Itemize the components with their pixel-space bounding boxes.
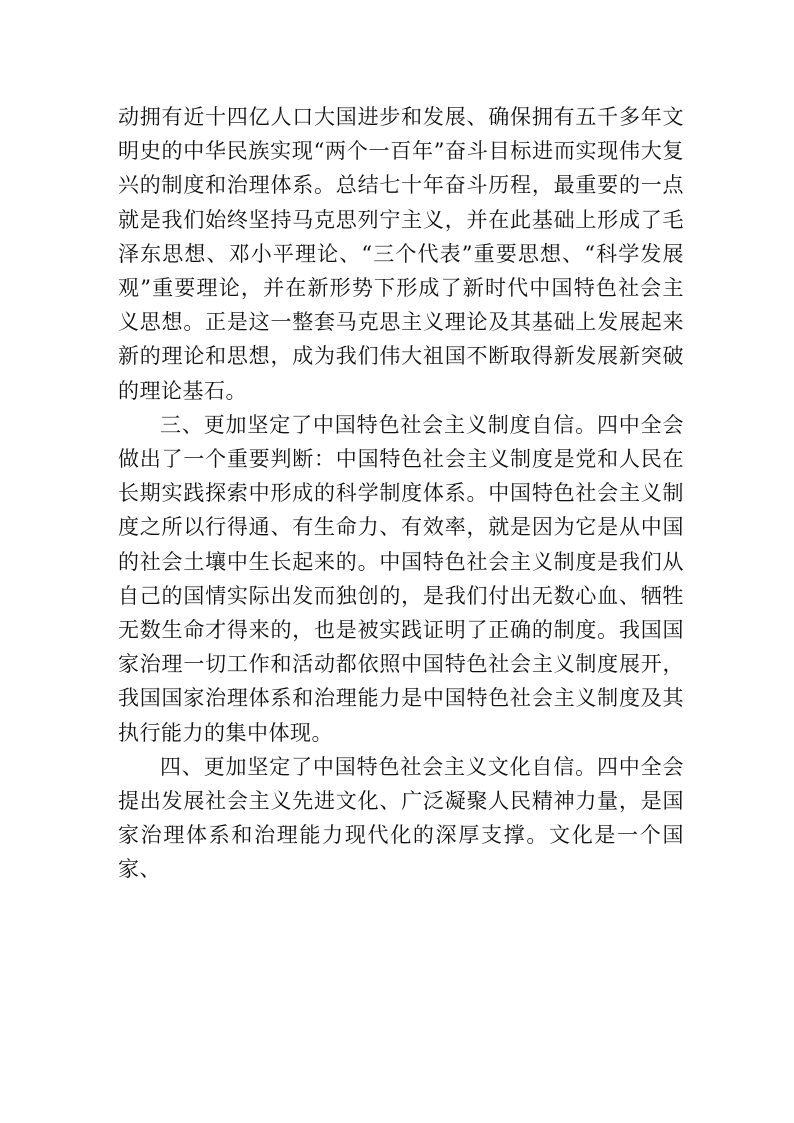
paragraph-2: 三、更加坚定了中国特色社会主义制度自信。四中全会做出了一个重要判断：中国特色社会主义制度是党和人民在长期实践探索中形成的科学制度体系。中国特色社会主义制度之所以行得通、有生命力、有效率，就是因为它是从中国的社会土壤中生长起来的。中国特色社会主义制度是我们从自己的国情实际出发而独创的，是我们付出无数心血、牺牲无数生命才得来的，也是被实践证明了正确的制度。我国国家治理一切工作和活动都依照中国特色社会主义制度展开，我国国家治理体系和治理能力是中国特色社会主义制度及其执行能力的集中体现。 <box>118 412 684 745</box>
paragraph-3: 四、更加坚定了中国特色社会主义文化自信。四中全会提出发展社会主义先进文化、广泛凝聚人民精神力量，是国家治理体系和治理能力现代化的深厚支撑。文化是一个国家、 <box>118 754 684 882</box>
paragraph-1: 动拥有近十四亿人口大国进步和发展、确保拥有五千多年文明史的中华民族实现“两个一百年”奋斗目标进而实现伟大复兴的制度和治理体系。总结七十年奋斗历程，最重要的一点就是我们始终坚持马克思列宁主义，并在此基础上形成了毛泽东思想、邓小平理论、“三个代表”重要思想、“科学发展观”重要理论，并在新形势下形成了新时代中国特色社会主义思想。正是这一整套马克思主义理论及其基础上发展起来新的理论和思想，成为我们伟大祖国不断取得新发展新突破的理论基石。 <box>118 105 684 403</box>
document-body <box>118 100 684 887</box>
